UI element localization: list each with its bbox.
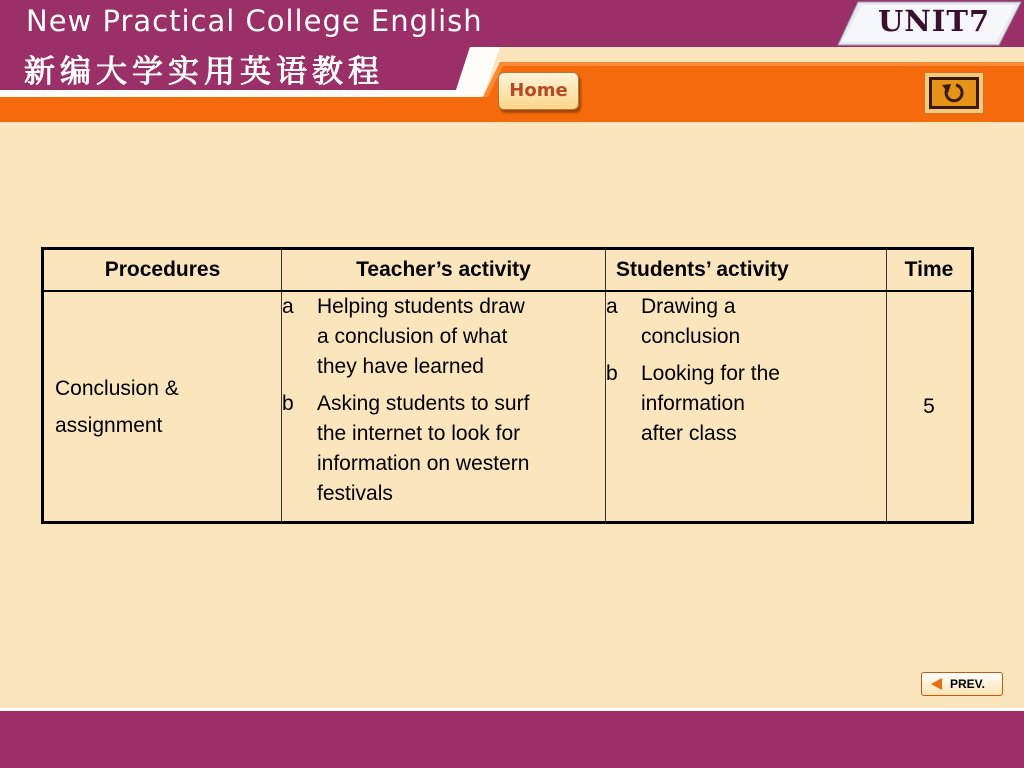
table-row bbox=[43, 291, 973, 523]
item-text bbox=[317, 292, 525, 382]
return-button[interactable] bbox=[924, 72, 984, 114]
item-line: Looking for the bbox=[641, 362, 780, 385]
item-marker: a bbox=[606, 295, 618, 318]
item-line: they have learned bbox=[317, 355, 484, 378]
list-item bbox=[606, 292, 886, 352]
prev-arrow-icon bbox=[931, 678, 942, 690]
list-item bbox=[282, 292, 605, 382]
item-line: Drawing a bbox=[641, 295, 736, 318]
time-cell: 5 bbox=[887, 291, 973, 523]
table-header-row bbox=[43, 249, 973, 292]
home-button[interactable]: Home bbox=[498, 72, 579, 110]
prev-label: PREV. bbox=[950, 677, 985, 691]
return-button-face bbox=[929, 77, 979, 109]
title-english: New Practical College English bbox=[26, 4, 483, 38]
item-line: information bbox=[641, 392, 745, 415]
header-students-activity: Students’ activity bbox=[606, 249, 887, 292]
students-activity-cell bbox=[606, 291, 887, 523]
unit-label: UNIT7 bbox=[878, 4, 991, 38]
procedure-table bbox=[41, 247, 974, 524]
title-chinese: 新编大学实用英语教程 bbox=[24, 54, 384, 90]
header-procedures: Procedures bbox=[43, 249, 282, 292]
item-line: festivals bbox=[317, 482, 393, 505]
item-line: after class bbox=[641, 422, 737, 445]
list-item bbox=[606, 359, 886, 449]
item-line: Asking students to surf bbox=[317, 392, 530, 415]
header-banner bbox=[0, 0, 1024, 122]
procedure-cell bbox=[43, 291, 282, 523]
item-text bbox=[317, 389, 529, 509]
list-item bbox=[282, 389, 605, 509]
header-time: Time bbox=[887, 249, 973, 292]
procedure-line: assignment bbox=[55, 413, 163, 437]
item-marker: a bbox=[282, 295, 294, 318]
return-arrow-icon bbox=[932, 80, 976, 106]
header-teacher-activity: Teacher’s activity bbox=[282, 249, 606, 292]
item-line: Helping students draw bbox=[317, 295, 525, 318]
prev-button[interactable] bbox=[921, 672, 1003, 696]
item-line: a conclusion of what bbox=[317, 325, 508, 348]
item-text bbox=[641, 359, 780, 449]
teacher-activity-cell bbox=[282, 291, 606, 523]
procedure-line: Conclusion & bbox=[55, 376, 179, 400]
footer-bar bbox=[0, 708, 1024, 768]
item-line: conclusion bbox=[641, 325, 741, 348]
item-text bbox=[641, 292, 740, 352]
item-line: the internet to look for bbox=[317, 422, 521, 445]
item-line: information on western bbox=[317, 452, 530, 475]
item-marker: b bbox=[606, 362, 618, 385]
item-marker: b bbox=[282, 392, 294, 415]
